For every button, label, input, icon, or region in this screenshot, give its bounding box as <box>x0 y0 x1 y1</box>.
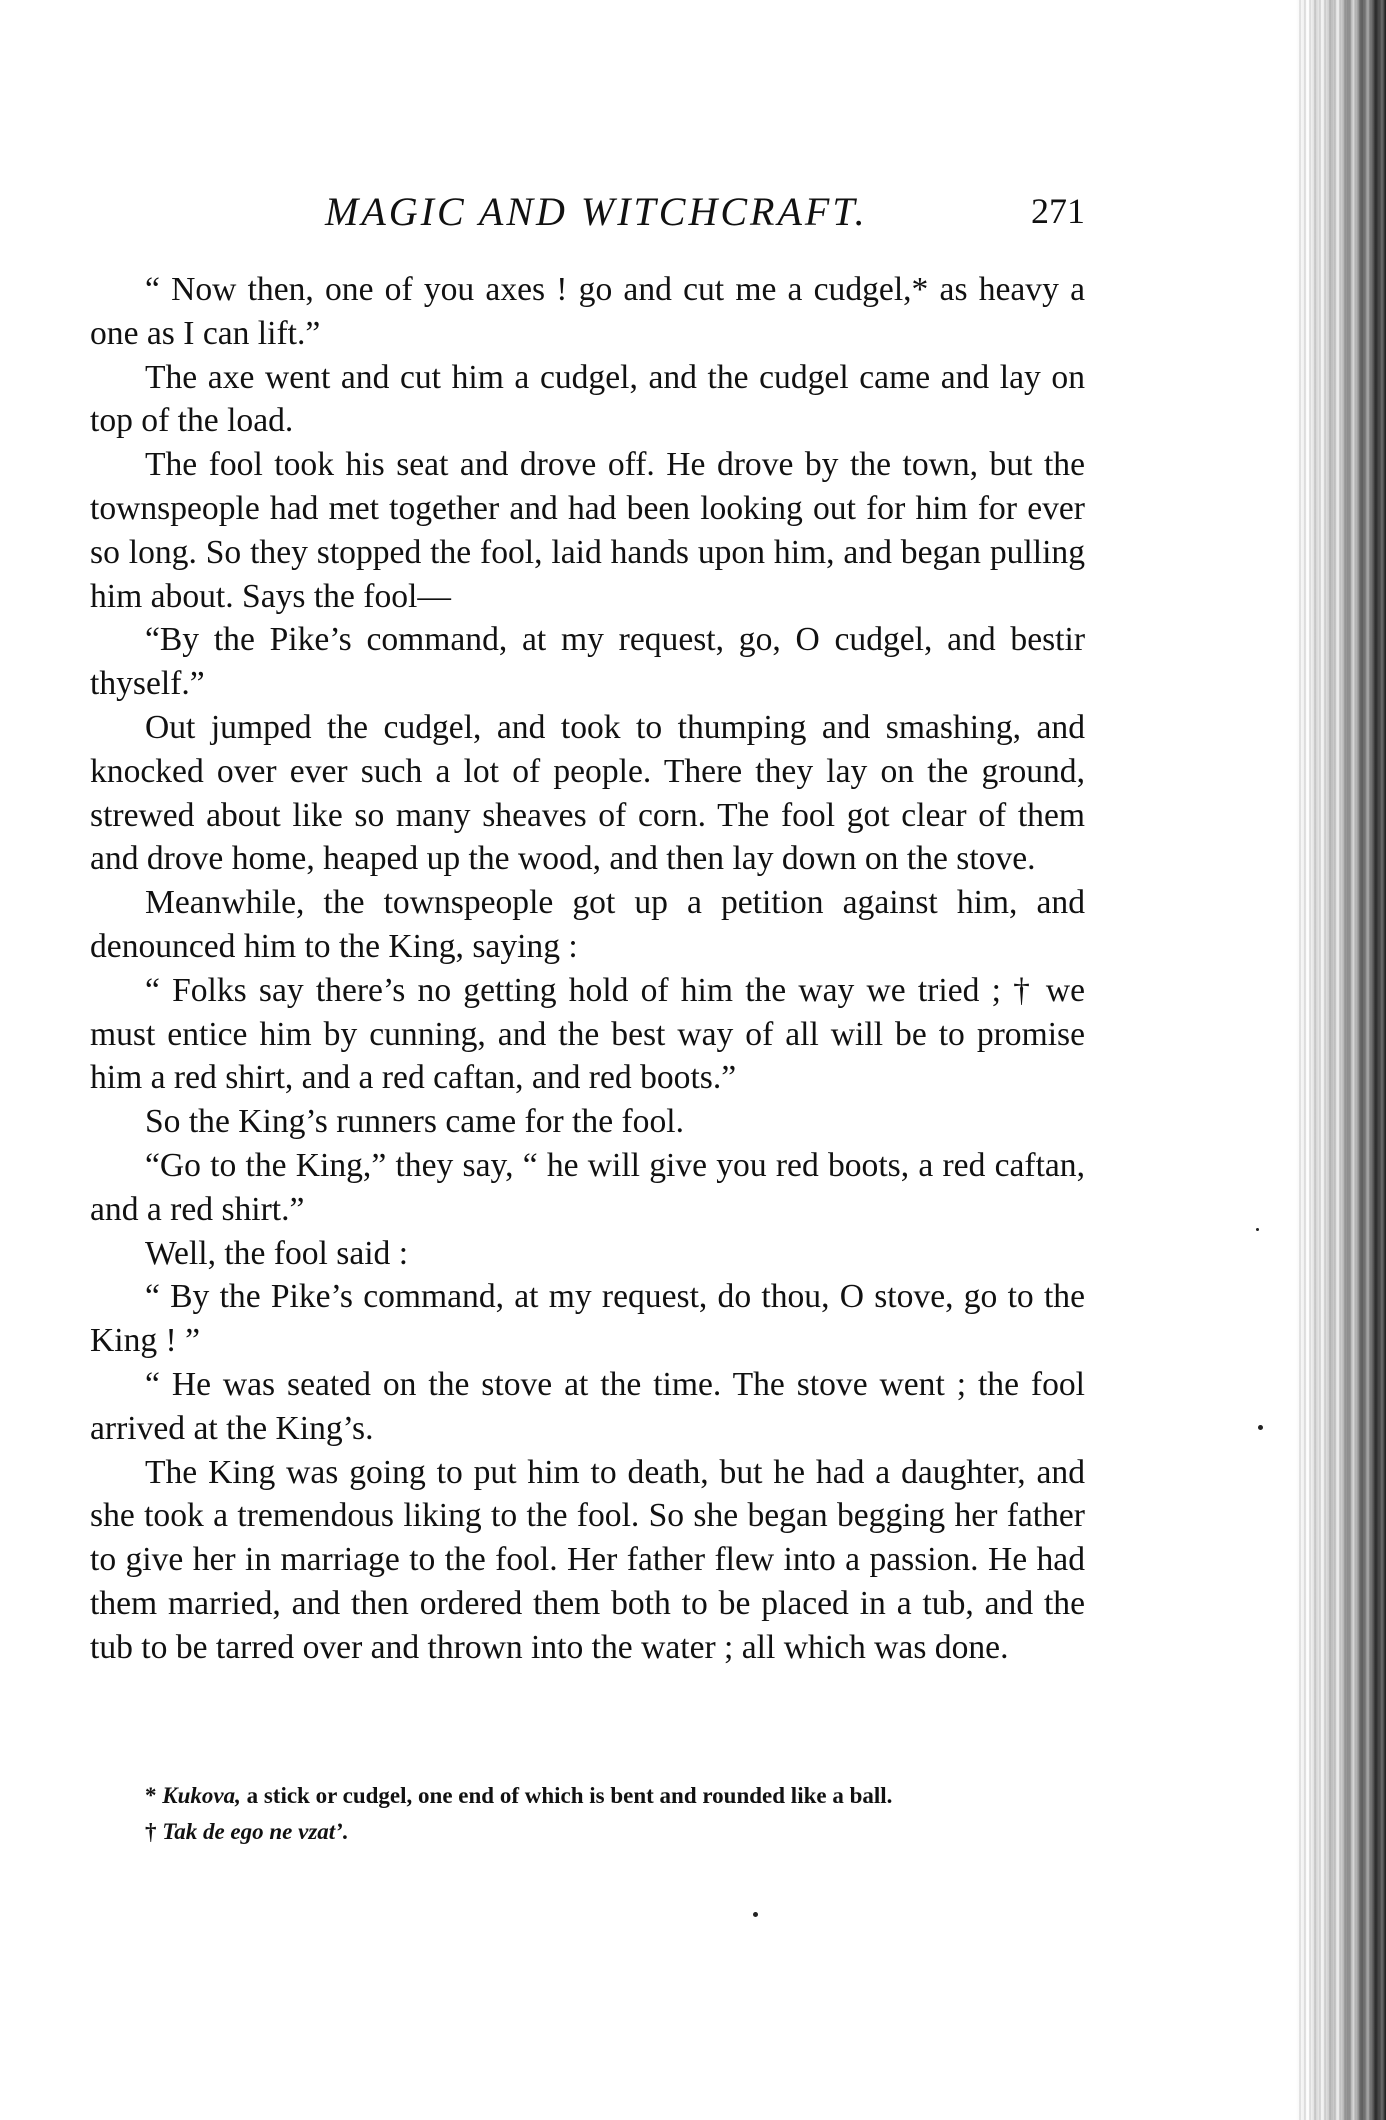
paragraph: Well, the fool said : <box>145 1234 409 1272</box>
print-speck <box>1256 1228 1259 1231</box>
paragraph: Meanwhile, the townspeople got up a petition against him, and denounced him to the King, saying : <box>90 884 1085 965</box>
paragraph: Out jumped the cudgel, and took to thumping and smashing, and knocked over ever such a lot of people. There they lay on the ground, strewed about like so many sheaves of corn. The fool got clear of them and drove home, heaped up the wood, and then lay down on the stove. <box>90 708 1085 878</box>
binding-texture <box>1296 0 1386 2120</box>
paragraph: “ Folks say there’s no getting hold of him the way we tried ; † we must entice him by cunning, and the best way of all will be to promise him a red shirt, and a red caftan, and red boots.” <box>90 971 1085 1097</box>
paragraph: So the King’s runners came for the fool. <box>145 1103 684 1141</box>
print-speck <box>753 1912 758 1917</box>
paragraph: The fool took his seat and drove off. He drove by the town, but the townspeople had met together and had been looking out for him for ever so long. So they stopped the fool, laid hands upon him, and began pulling him about. Says the fool— <box>90 446 1085 615</box>
paragraph: “ By the Pike’s command, at my request, do thou, O stove, go to the King ! ” <box>90 1278 1085 1360</box>
footnote <box>90 1814 1085 1850</box>
running-title: MAGIC AND WITCHCRAFT. <box>325 189 868 234</box>
paragraph: The axe went and cut him a cudgel, and the cudgel came and lay on top of the load. <box>90 358 1085 440</box>
footnote-term: Kukova, <box>162 1783 241 1808</box>
paragraph: “Go to the King,” they say, “ he will give you red boots, a red caftan, and a red shirt.” <box>90 1146 1085 1228</box>
body-text <box>90 268 1085 1670</box>
footnote <box>90 1778 1085 1814</box>
paragraph: “By the Pike’s command, at my request, go, O cudgel, and bestir thyself.” <box>90 621 1085 703</box>
footnotes <box>90 1778 1085 1850</box>
footnote-term: Tak de ego ne vzat’. <box>162 1819 349 1844</box>
paragraph: “ Now then, one of you axes ! go and cut me a cudgel,* as heavy a one as I can lift.” <box>90 271 1085 352</box>
footnote-text: a stick or cudgel, one end of which is bent and rounded like a ball. <box>246 1783 893 1808</box>
page-number: 271 <box>1031 191 1085 231</box>
paragraph: The King was going to put him to death, but he had a daughter, and she took a tremendous liking to the fool. So she began begging her father to give her in marriage to the fool. Her father flew into a passion. He had them married, and then ordered them both to be placed in a tub, and the tub to be tarred over and thrown into the water ; all which was done. <box>90 1453 1085 1666</box>
footnote-mark: * <box>145 1783 157 1808</box>
page-header <box>90 188 1085 248</box>
footnote-mark: † <box>145 1819 157 1844</box>
paragraph: “ He was seated on the stove at the time. The stove went ; the fool arrived at the King’s. <box>90 1365 1085 1447</box>
print-speck <box>1258 1425 1263 1430</box>
